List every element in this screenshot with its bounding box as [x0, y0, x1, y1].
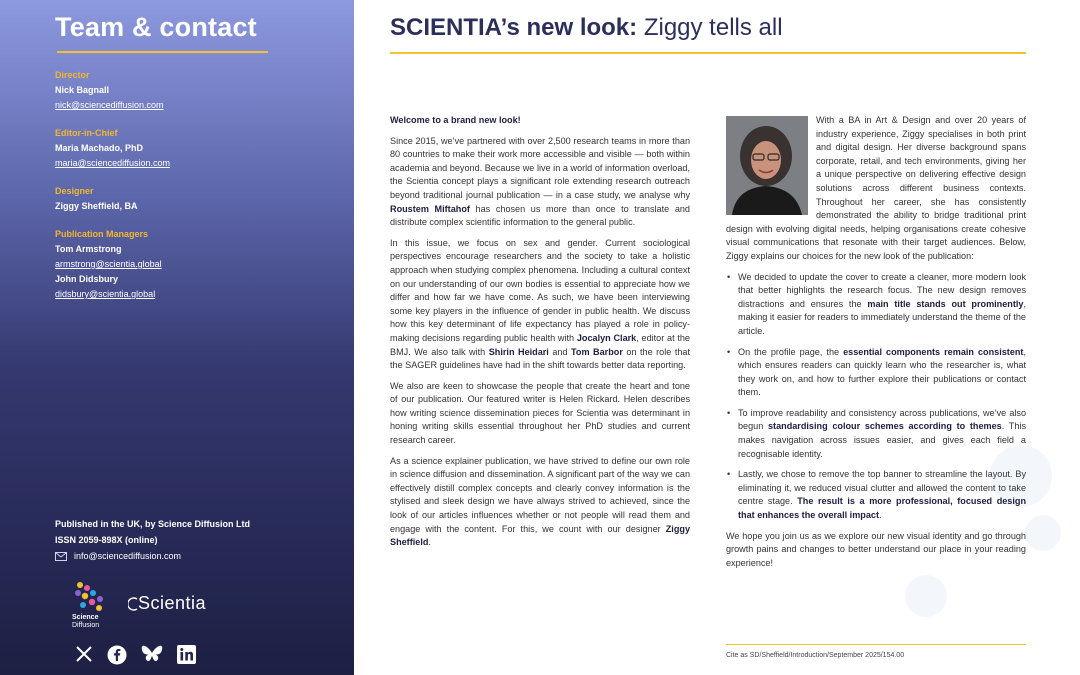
team-contact-sidebar [0, 0, 354, 675]
contact-name: Maria Machado, PhD [55, 143, 144, 153]
body-text: On the profile page, the [738, 346, 844, 357]
bold-text: Jocalyn Clark [576, 332, 637, 343]
x-icon[interactable] [75, 645, 93, 663]
scientia-circle-icon [128, 597, 138, 611]
contact-email-link[interactable]: armstrong@scientia.global [55, 259, 162, 269]
body-text: . [879, 510, 882, 521]
body-text: has chosen us more than once to translate and distribute complex scientific information to the general public. [390, 203, 690, 228]
decorative-bubble [1025, 515, 1061, 551]
contact-group [55, 229, 345, 299]
science-diffusion-mark-icon [72, 580, 108, 612]
body-text: , editor at the BMJ. We also talk with [390, 332, 690, 357]
sd-line1: Science [72, 614, 99, 621]
article-title-bold: SCIENTIA’s new look: [390, 14, 638, 41]
contact-list [55, 70, 345, 317]
contact-email-link[interactable]: nick@sciencediffusion.com [55, 100, 164, 110]
article-title [390, 14, 783, 42]
closing-text [726, 530, 1026, 571]
bold-text: Roustem Miftahof [390, 203, 470, 214]
contact-name: John Didsbury [55, 274, 119, 284]
body-text: Since 2015, we’ve partnered with over 2,500 research teams in more than 80 countries to make their work more accessible and visible — both within academia and beyond. Because we live in a world of information overload, the Scientia concept plays a significant role extending research outreach beyond traditional journal publication — in a case study, we analyse why [390, 135, 690, 200]
scientia-logo[interactable] [128, 593, 206, 614]
contact-group [55, 186, 345, 211]
body-text: We also are keen to showcase the people that create the heart and tone of our publication. Our featured writer is Helen Rickard. Helen describes how writing science dissemination pieces for Scientia was determinant in honing writing skills essential throughout her PhD studies and current research career. [390, 380, 690, 446]
contact-email-link[interactable]: maria@sciencediffusion.com [55, 158, 171, 168]
article-left-column [390, 114, 690, 557]
bold-text: essential components remain consistent [843, 346, 1024, 357]
science-diffusion-logo[interactable] [72, 580, 108, 630]
portrait-icon [726, 116, 808, 215]
science-diffusion-wordmark [72, 614, 99, 630]
contact-name: Tom Armstrong [55, 244, 122, 254]
article-paragraph [390, 380, 690, 448]
contact-role: Designer [55, 186, 94, 196]
design-changes-list [726, 271, 1026, 523]
body-text: Lastly, we chose to remove the top banner to streamline the layout. By eliminating it, we reduced visual clutter and allowed the content to take centre stage. [738, 469, 1026, 507]
scientia-wordmark: Scientia [138, 593, 207, 613]
design-change-item [726, 407, 1026, 461]
sd-line2: Diffusion [72, 622, 100, 629]
closing-paragraph [726, 530, 1026, 571]
contact-group [55, 70, 345, 110]
bold-text: Ziggy Sheffield [390, 523, 690, 548]
contact-role: Director [55, 70, 90, 80]
sidebar-title-rule [57, 51, 268, 53]
citation: Cite as SD/Sheffield/Introduction/September 2025/154.00 [726, 652, 905, 659]
social-links [75, 645, 196, 665]
publication-info [55, 519, 250, 567]
contact-name: Ziggy Sheffield, BA [55, 201, 138, 211]
designer-photo [726, 116, 808, 215]
contact-role: Editor-in-Chief [55, 128, 118, 138]
body-text: and [548, 346, 572, 357]
contact-email-row[interactable] [55, 551, 250, 561]
logos [72, 580, 206, 630]
article-paragraph [390, 114, 690, 128]
bluesky-icon[interactable] [141, 645, 163, 663]
contact-role: Publication Managers [55, 229, 149, 239]
linkedin-icon[interactable] [177, 645, 196, 664]
bold-text: standardising colour schemes according to themes [768, 421, 1002, 432]
facebook-icon[interactable] [107, 645, 127, 665]
article-paragraph [390, 135, 690, 230]
body-text: As a science explainer publication, we have strived to define our own role in science diffusion and dissemination. A significant part of the way we can effectively distill complex concepts and clearly convey information is the stylised and sleek design we have always strived to achieved, since the look of our articles influences whether or not people will read them and engage with the content. For this, we count with our designer [390, 455, 690, 534]
body-text: . [428, 537, 431, 548]
contact-group [55, 128, 345, 168]
body-text: , making it easier for readers to immediately understand the theme of the article. [738, 298, 1026, 336]
article-right-column [726, 114, 1026, 577]
contact-email-link[interactable]: didsbury@scientia.global [55, 289, 156, 299]
contact-name: Nick Bagnall [55, 85, 110, 95]
issn: ISSN 2059-898X (online) [55, 535, 158, 545]
bold-text: The result is a more professional, focused design that enhances the overall impact [738, 496, 1026, 521]
bold-text: Tom Barbor [571, 346, 623, 357]
bold-text: Welcome to a brand new look! [390, 115, 521, 125]
article-title-rest: Ziggy tells all [637, 14, 783, 41]
body-text: . This makes navigation across issues easier, and gives each field a recognisable identity. [738, 421, 1026, 459]
body-text: In this issue, we focus on sex and gender. Current sociological perspectives encourage researchers and the society to take a holistic approach when studying complex phenomena. Including a cultural context on our understanding of our own bodies is essential to appreciate how we differ and how far we have come. As such, we have been interviewing some key players in the influence of gender in public health. We discuss how this key determinant of life expectancy has played a role in policy-making decisions regarding public health with [390, 237, 690, 343]
design-change-item [726, 468, 1026, 522]
body-text: We decided to update the cover to create a cleaner, more modern look that better highlights the research focus. The new design removes distractions and ensures the [738, 271, 1026, 309]
design-change-item [726, 346, 1026, 400]
published-by: Published in the UK, by Science Diffusion Ltd [55, 519, 251, 529]
body-text: , which ensures readers can quickly learn who the researcher is, what they work on, and how to further explore their publications or contact them. [738, 346, 1026, 398]
bold-text: Shirin Heidari [488, 346, 549, 357]
body-text: To improve readability and consistency across publications, we’ve also begun [738, 407, 1026, 432]
body-text: We hope you join us as we explore our new visual identity and go through growth pains and changes to better understand our place in your reading experience! [726, 530, 1026, 568]
bold-text: main title stands out prominently [867, 298, 1024, 309]
article-paragraph [390, 455, 690, 550]
title-rule [390, 52, 1026, 54]
sidebar-title: Team & contact [55, 12, 257, 42]
footer-rule [726, 644, 1026, 645]
body-text: With a BA in Art & Design and over 20 years of industry experience, Ziggy specialises in both print and digital design. Her diverse background spans corporate, retail, and tech environments, giving her a unique perspective on delivering effective design solutions across different business contexts. Throughout her career, she has consistently demonstrated the ability to bridge traditional print design with evolving digital needs, helping organisations create cohesive visual communications that resonate with their target audiences. Below, Ziggy explains our choices for the new look of the publication: [726, 115, 1026, 261]
article-paragraph [390, 237, 690, 373]
envelope-icon [55, 552, 67, 561]
design-change-item [726, 271, 1026, 339]
body-text: on the role that the SAGER guidelines have had in the shift towards better data reporting. [390, 346, 690, 371]
contact-email[interactable]: info@sciencediffusion.com [74, 551, 182, 561]
decorative-bubble [905, 575, 947, 617]
